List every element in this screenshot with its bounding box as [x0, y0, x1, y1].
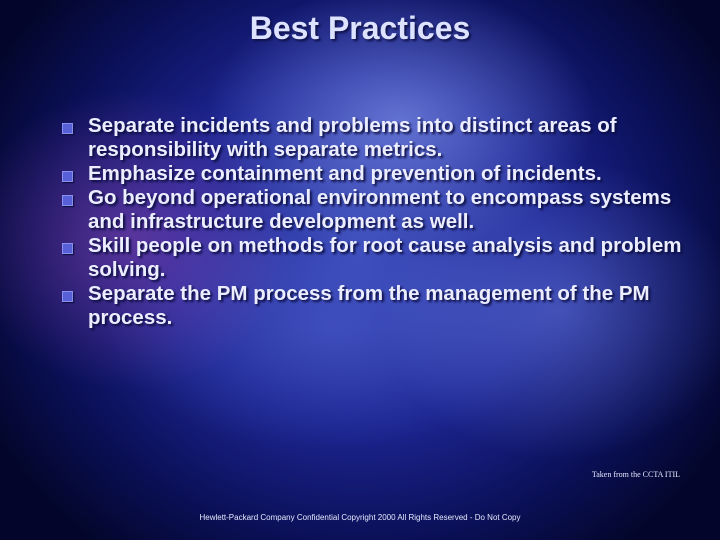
bullet-text: Separate the PM process from the management of the PM process. [88, 282, 650, 329]
bullet-text: Separate incidents and problems into distinct areas of responsibility with separate metrics. [88, 114, 617, 161]
square-bullet-icon [62, 171, 73, 182]
slide-title: Best Practices [249, 10, 471, 46]
bullet-item [62, 234, 702, 282]
square-bullet-icon [62, 195, 73, 206]
square-bullet-icon [62, 123, 73, 134]
bullet-text: Skill people on methods for root cause analysis and problem solving. [88, 234, 682, 281]
bullet-text: Emphasize containment and prevention of incidents. [88, 162, 602, 185]
square-bullet-icon [62, 243, 73, 254]
bullet-item [62, 114, 702, 162]
confidentiality-footer: Hewlett-Packard Company Confidential Copyright 2000 All Rights Reserved - Do Not Copy [199, 513, 521, 522]
square-bullet-icon [62, 291, 73, 302]
source-note: Taken from the CCTA ITIL [591, 470, 680, 479]
bullet-item [62, 186, 702, 234]
bullet-text: Go beyond operational environment to encompass systems and infrastructure development as well. [88, 186, 672, 233]
bullet-list [62, 114, 702, 330]
bullet-item [62, 282, 702, 330]
bullet-item [62, 162, 702, 186]
